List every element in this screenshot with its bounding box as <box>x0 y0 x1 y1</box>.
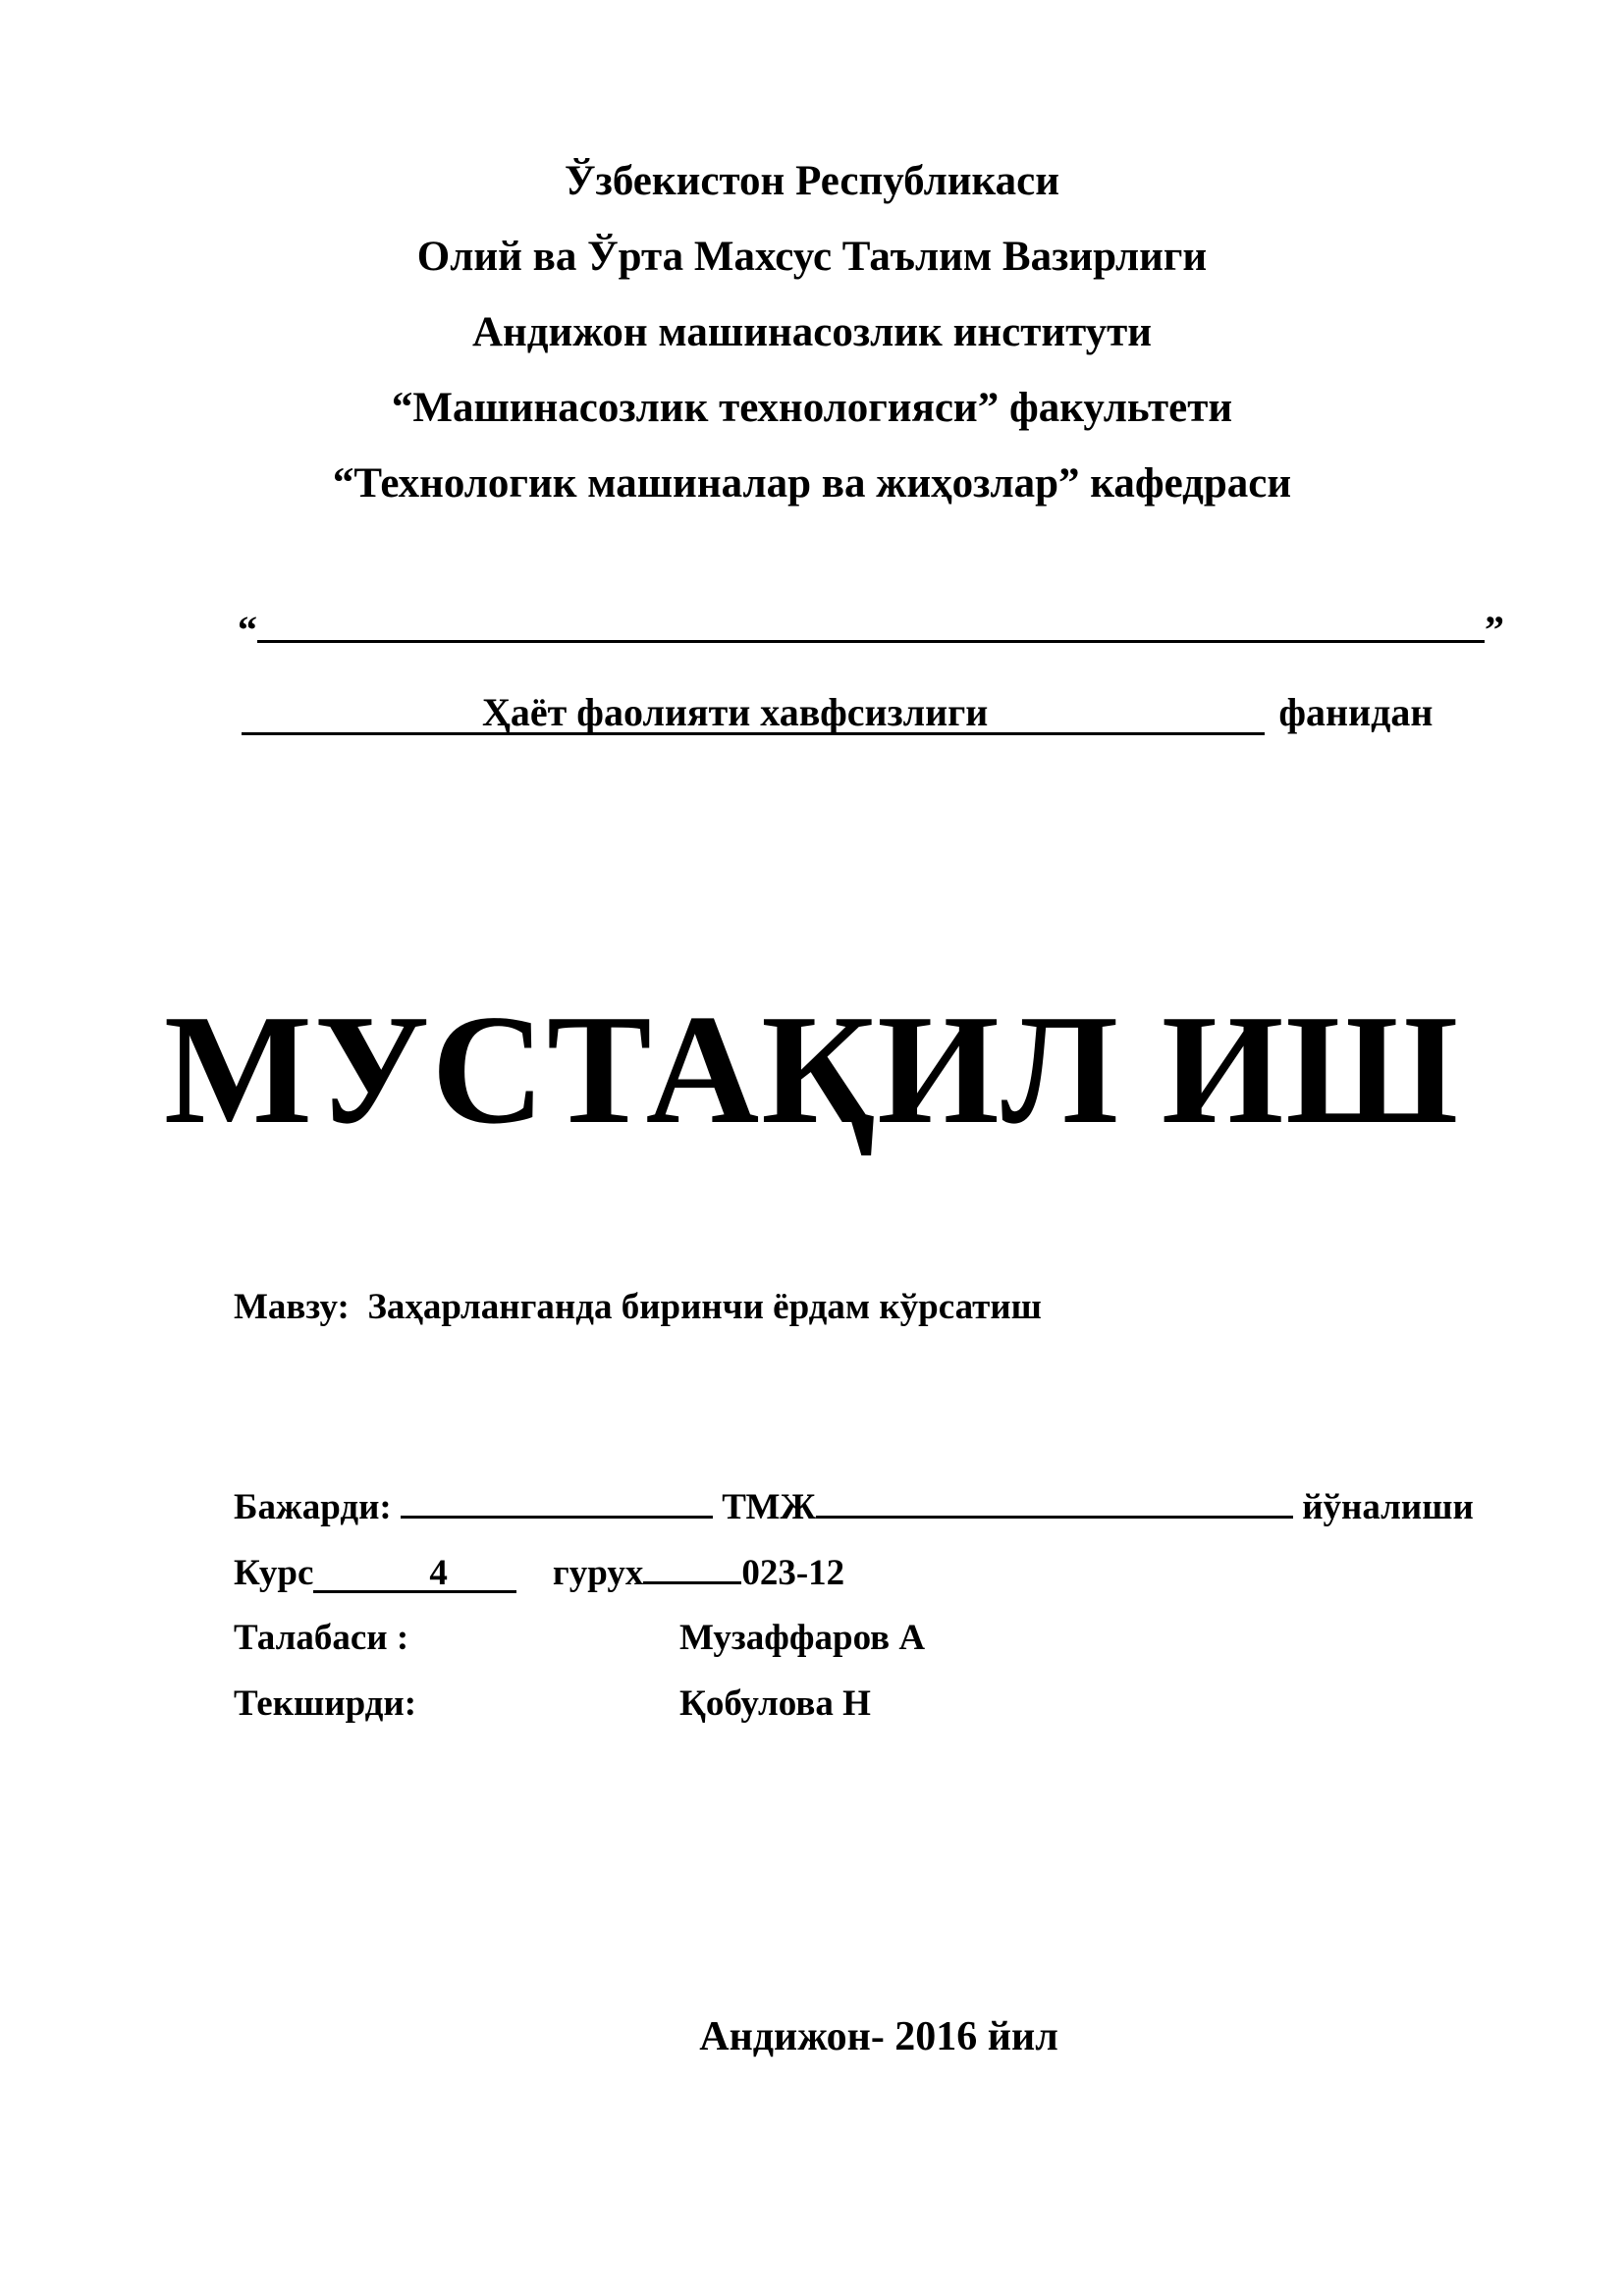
document-title: МУСТАҚИЛ ИШ <box>163 982 1461 1156</box>
topic-line <box>234 1286 1042 1329</box>
student-name: Музаффаров А <box>679 1618 926 1658</box>
course-value: 4 <box>429 1553 448 1593</box>
quote-open: “ <box>238 608 257 652</box>
performed-line <box>234 1484 1474 1529</box>
subject-underlined <box>242 690 1265 735</box>
performed-blank <box>401 1484 713 1519</box>
performed-label: Бажарди: <box>234 1487 392 1527</box>
quote-close: ” <box>1485 608 1504 652</box>
header-ministry: Олий ва Ўрта Махсус Таълим Вазирлиги <box>416 234 1208 280</box>
topic-label: Мавзу: <box>234 1287 350 1327</box>
header-department: “Технологик машиналар ва жиҳозлар” кафедраси <box>332 460 1292 507</box>
checker-name: Қобулова Н <box>679 1683 871 1724</box>
group-blank <box>643 1550 741 1584</box>
quote-line <box>238 609 1504 652</box>
course-underlined <box>313 1553 516 1593</box>
program-code: ТМЖ <box>722 1487 816 1527</box>
header-institute: Андижон машинасозлик институти <box>471 309 1153 355</box>
topic-value: Заҳарланганда биринчи ёрдам кўрсатиш <box>367 1287 1042 1327</box>
program-blank <box>816 1484 1293 1519</box>
course-label: Курс <box>234 1553 314 1593</box>
subject-suffix: фанидан <box>1278 690 1434 734</box>
footer-city-year: Андижон- 2016 йил <box>699 2014 1058 2059</box>
group-label: гурух <box>552 1553 644 1593</box>
header-republic: Ўзбекистон Республикаси <box>565 158 1059 204</box>
course-line <box>234 1550 844 1595</box>
group-value: 023-12 <box>741 1553 845 1593</box>
checker-label: Текширди: <box>234 1683 417 1724</box>
student-label: Талабаси : <box>234 1618 409 1658</box>
subject-line <box>242 691 1433 735</box>
program-direction-label: йўналиши <box>1302 1487 1474 1527</box>
header-faculty: “Машинасозлик технологияси” факультети <box>391 385 1233 431</box>
subject-name: Ҳаёт фаолияти хавфсизлиги <box>482 690 989 734</box>
quote-blank <box>257 611 1485 643</box>
